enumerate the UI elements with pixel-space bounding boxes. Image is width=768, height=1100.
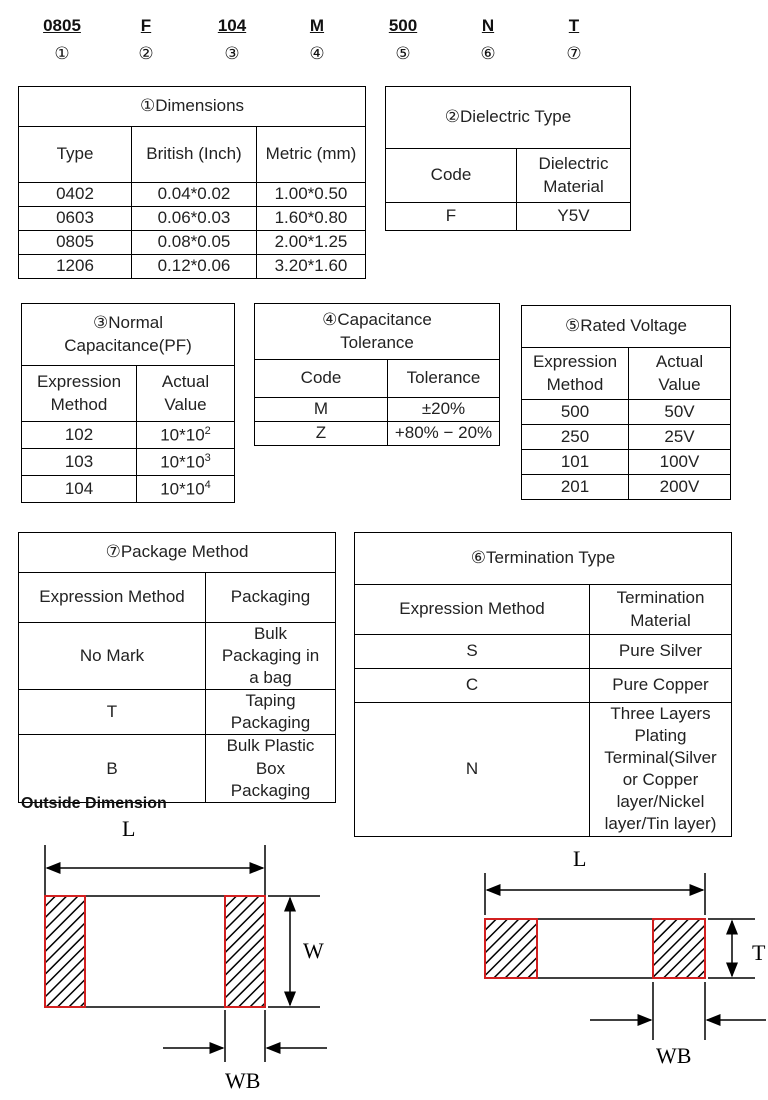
outside-dimension-title: Outside Dimension (21, 795, 167, 812)
capacitance-exponent: 4 (204, 478, 211, 491)
dimensions-header-british: British (Inch) (132, 127, 257, 183)
tolerance-title: ④Capacitance Tolerance (255, 304, 500, 360)
side-view (485, 846, 766, 1068)
dielectric-header-material: Dielectric Material (517, 149, 631, 203)
table-cell: 1.00*0.50 (257, 183, 366, 207)
table-cell: Pure Copper (590, 669, 732, 703)
table-cell: 2.00*1.25 (257, 231, 366, 255)
table-cell: 25V (629, 425, 731, 450)
dimensions-header-metric: Metric (mm) (257, 127, 366, 183)
table-cell: M (255, 398, 388, 422)
length-label-side: L (573, 846, 587, 871)
code-number-7: ⑦ (566, 44, 582, 63)
table-cell: Y5V (517, 203, 631, 231)
table-cell: 100V (629, 450, 731, 475)
voltage-title: ⑤Rated Voltage (522, 306, 731, 348)
top-view (45, 816, 327, 1093)
table-cell: B (19, 735, 206, 802)
table-cell: 101 (522, 450, 629, 475)
package-header-expression: Expression Method (19, 573, 206, 623)
table-cell: N (355, 703, 590, 837)
dielectric-title: ②Dielectric Type (386, 87, 631, 149)
capacitance-base: 10*10 (160, 479, 205, 499)
dielectric-header-code: Code (386, 149, 517, 203)
capacitance-base: 10*10 (160, 452, 205, 472)
termination-header-expression: Expression Method (355, 585, 590, 635)
table-cell: Taping Packaging (206, 690, 336, 735)
capacitance-base: 10*10 (160, 425, 205, 445)
capacitance-title: ③Normal Capacitance(PF) (22, 304, 235, 366)
capacitance-header-expression: Expression Method (22, 366, 137, 422)
table-cell: Bulk Packaging in a bag (206, 623, 336, 690)
code-segment-3: 104 (217, 16, 247, 35)
table-cell: 0603 (19, 207, 132, 231)
tolerance-header-code: Code (255, 360, 388, 398)
table-cell: 1.60*0.80 (257, 207, 366, 231)
right-terminal-side (653, 919, 705, 978)
table-cell: 201 (522, 475, 629, 500)
table-cell: 0.08*0.05 (132, 231, 257, 255)
table-cell: F (386, 203, 517, 231)
code-segment-5: 500 (388, 16, 418, 35)
table-cell: +80% − 20% (388, 422, 500, 446)
tolerance-header-tolerance: Tolerance (388, 360, 500, 398)
table-cell: 0.12*0.06 (132, 255, 257, 279)
table-cell: 0.04*0.02 (132, 183, 257, 207)
table-cell: C (355, 669, 590, 703)
code-segment-2: F (140, 16, 152, 35)
table-cell: Z (255, 422, 388, 446)
code-number-6: ⑥ (480, 44, 496, 63)
code-number-1: ① (54, 44, 70, 63)
table-cell: 102 (22, 422, 137, 449)
left-terminal-side (485, 919, 537, 978)
table-cell: Three Layers Plating Terminal(Silver or Copper layer/Nickel layer/Tin layer) (590, 703, 732, 837)
dimensions-header-type: Type (19, 127, 132, 183)
code-segment-6: N (481, 16, 495, 35)
table-cell: T (19, 690, 206, 735)
code-number-4: ④ (309, 44, 325, 63)
table-cell: 104 (22, 476, 137, 503)
code-number-2: ② (138, 44, 154, 63)
wb-label-side: WB (656, 1043, 692, 1068)
thickness-label: T (752, 940, 766, 965)
code-number-5: ⑤ (395, 44, 411, 63)
table-cell: 250 (522, 425, 629, 450)
code-segment-4: M (309, 16, 325, 35)
table-cell: S (355, 635, 590, 669)
table-cell: 200V (629, 475, 731, 500)
table-cell: 500 (522, 400, 629, 425)
right-terminal (225, 896, 265, 1007)
table-cell: 3.20*1.60 (257, 255, 366, 279)
code-segment-1: 0805 (43, 16, 81, 35)
table-cell: 0.06*0.03 (132, 207, 257, 231)
code-segment-7: T (568, 16, 580, 35)
length-label: L (122, 816, 136, 841)
table-cell: 50V (629, 400, 731, 425)
voltage-header-actual: Actual Value (629, 348, 731, 400)
table-cell: 0402 (19, 183, 132, 207)
table-cell: ±20% (388, 398, 500, 422)
left-terminal (45, 896, 85, 1007)
termination-title: ⑥Termination Type (355, 533, 732, 585)
table-cell: 0805 (19, 231, 132, 255)
table-cell: 103 (22, 449, 137, 476)
package-header-packaging: Packaging (206, 573, 336, 623)
code-number-3: ③ (224, 44, 240, 63)
table-cell: Pure Silver (590, 635, 732, 669)
voltage-header-expression: Expression Method (522, 348, 629, 400)
wb-label: WB (225, 1068, 261, 1093)
capacitance-exponent: 3 (204, 451, 211, 464)
table-cell: Bulk Plastic Box Packaging (206, 735, 336, 802)
capacitance-header-actual: Actual Value (137, 366, 235, 422)
package-title: ⑦Package Method (19, 533, 336, 573)
table-cell: 1206 (19, 255, 132, 279)
capacitance-exponent: 2 (204, 424, 211, 437)
table-cell: No Mark (19, 623, 206, 690)
termination-header-material: Termination Material (590, 585, 732, 635)
width-label: W (303, 938, 324, 963)
dimensions-title: ①Dimensions (19, 87, 366, 127)
